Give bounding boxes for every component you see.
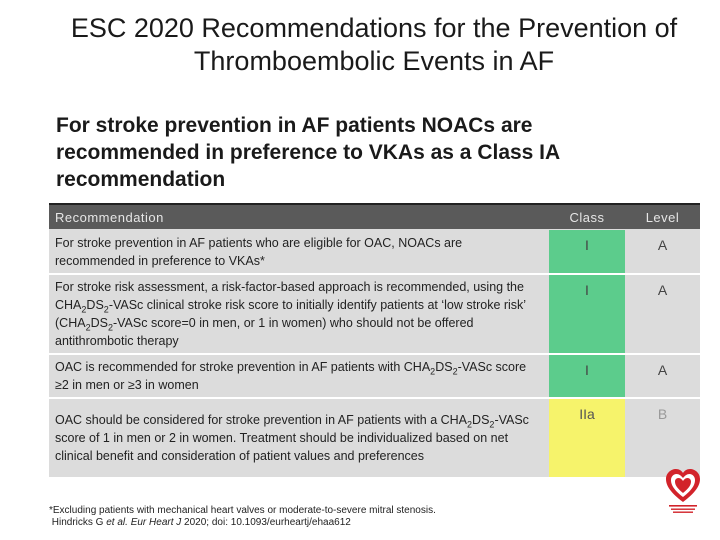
subscript: 2	[81, 304, 87, 315]
level-cell: A	[625, 354, 700, 398]
subscript: 2	[489, 419, 495, 430]
subtitle	[56, 112, 656, 193]
recommendation-text	[49, 354, 549, 398]
text-part: For stroke risk assessment, a risk-factor-based approach is recommended, using the CHA	[55, 280, 524, 312]
subtitle-line-1: For stroke prevention in AF patients NOACs are	[56, 114, 533, 137]
text-part: -VASc score ≥2 in men or ≥3 in women	[55, 360, 527, 392]
recommendation-text	[49, 398, 549, 478]
table-row	[49, 398, 700, 478]
text-part: DS	[435, 360, 453, 374]
table-row	[49, 354, 700, 398]
text-part: DS	[472, 413, 490, 427]
footnote-line-2	[49, 517, 436, 529]
text-part: DS	[90, 316, 108, 330]
text-part: -VASc score=0 in men, or 1 in women) who should not be offered antithrombotic therapy	[55, 316, 474, 348]
text-part: -VASc score of 1 in men or 2 in women. Treatment should be individualized based on net clinical benefit and consideration of patient values and preferences	[55, 413, 529, 463]
table-header-row	[49, 204, 700, 230]
table-row	[49, 274, 700, 354]
recommendation-text	[49, 274, 549, 354]
table-row	[49, 230, 700, 275]
header-recommendation: Recommendation	[49, 204, 549, 230]
class-cell: I	[549, 274, 625, 354]
title-line-1: ESC 2020 Recommendations for the Prevention of	[70, 13, 678, 43]
class-cell: I	[549, 354, 625, 398]
subscript: 2	[467, 419, 473, 430]
header-class: Class	[549, 204, 625, 230]
esc-heart-logo	[663, 466, 703, 514]
subscript: 2	[430, 366, 436, 377]
text-part: For stroke prevention in AF patients who are eligible for OAC, NOACs are recommended in preference to VKAs*	[55, 235, 463, 268]
recommendation-text	[49, 230, 549, 275]
level-cell: A	[625, 230, 700, 275]
footnote-line-1: *Excluding patients with mechanical heart valves or moderate-to-severe mitral stenosis.	[49, 505, 436, 516]
recommendations-table	[49, 203, 700, 479]
text-part: OAC is recommended for stroke prevention in AF patients with CHA	[55, 360, 431, 374]
level-cell: B	[625, 398, 700, 478]
footnote-doi: 2020; doi: 10.1093/eurheartj/ehaa612	[181, 517, 351, 528]
level-cell: A	[625, 274, 700, 354]
title-line-2: Thromboembolic Events in AF	[193, 46, 555, 76]
subscript: 2	[452, 366, 458, 377]
subscript: 2	[107, 322, 113, 333]
text-part: DS	[86, 298, 104, 312]
class-cell: I	[549, 230, 625, 275]
class-cell: IIa	[549, 398, 625, 478]
subscript: 2	[85, 322, 91, 333]
text-part: OAC should be considered for stroke prevention in AF patients with a CHA	[55, 413, 468, 427]
footnote	[49, 505, 436, 529]
footnote-journal: Eur Heart J	[127, 517, 182, 528]
subscript: 2	[103, 304, 109, 315]
subtitle-line-2: recommended in preference to VKAs as a Class IA	[56, 141, 561, 164]
header-level: Level	[625, 204, 700, 230]
footnote-etal: et al.	[106, 517, 128, 528]
page-title	[0, 12, 720, 78]
text-part: -VASc clinical stroke risk score to initially identify patients at ‘low stroke risk’ (CHA	[55, 298, 526, 330]
heart-icon	[663, 466, 703, 514]
footnote-author: Hindricks G	[51, 517, 107, 528]
subtitle-line-3: recommendation	[56, 168, 226, 191]
